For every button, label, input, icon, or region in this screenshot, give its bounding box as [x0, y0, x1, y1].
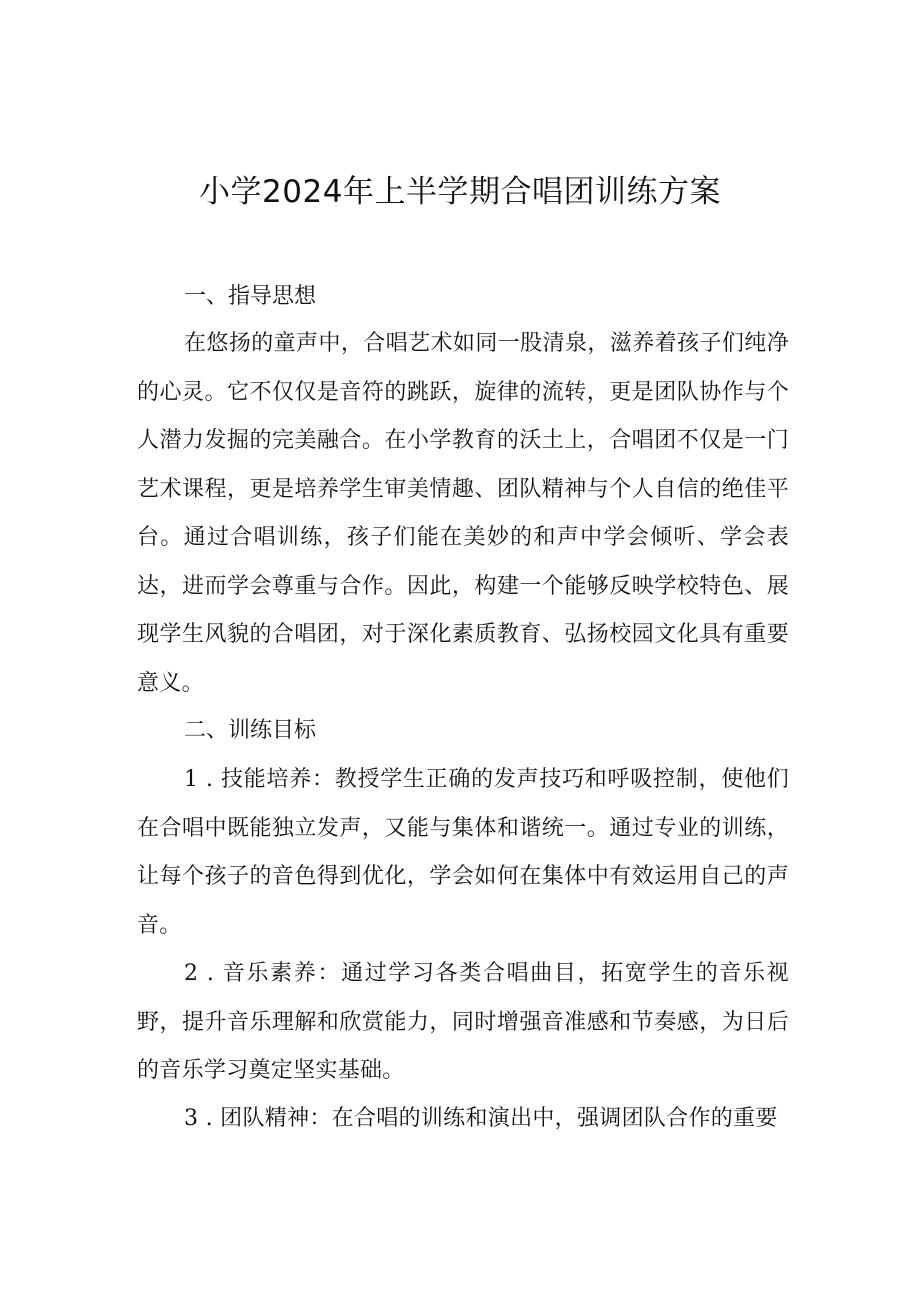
document-title: 小学2024年上半学期合唱团训练方案: [199, 174, 721, 210]
paragraph-guiding-ideology: 在悠扬的童声中，合唱艺术如同一股清泉，滋养着孩子们纯净的心灵。它不仅仅是音符的跳跃，旋律的流转，更是团队协作与个人潜力发掘的完美融合。在小学教育的沃土上，合唱团不仅是一门艺术课程，更是培养学生审美情趣、团队精神与个人自信的绝佳平台。通过合唱训练，孩子们能在美妙的和声中学会倾听、学会表达，进而学会尊重与合作。因此，构建一个能够反映学校特色、展现学生风貌的合唱团，对于深化素质教育、弘扬校园文化具有重要意义。: [137, 331, 789, 696]
paragraph-goal-skill-training: 1 . 技能培养：教授学生正确的发声技巧和呼吸控制，使他们在合唱中既能独立发声，又能与集体和谐统一。通过专业的训练，让每个孩子的音色得到优化，学会如何在集体中有效运用自己的声音。: [137, 767, 789, 938]
paragraph-goal-music-literacy: 2 . 音乐素养：通过学习各类合唱曲目，拓宽学生的音乐视野，提升音乐理解和欣赏能力，同时增强音准感和节奏感，为日后的音乐学习奠定坚实基础。: [137, 961, 789, 1083]
section-heading-guiding-ideology: 一、指导思想: [184, 284, 317, 309]
section-heading-training-goals: 二、训练目标: [184, 718, 317, 743]
paragraph-goal-team-spirit: 3 . 团队精神：在合唱的训练和演出中，强调团队合作的重要: [184, 1106, 778, 1131]
